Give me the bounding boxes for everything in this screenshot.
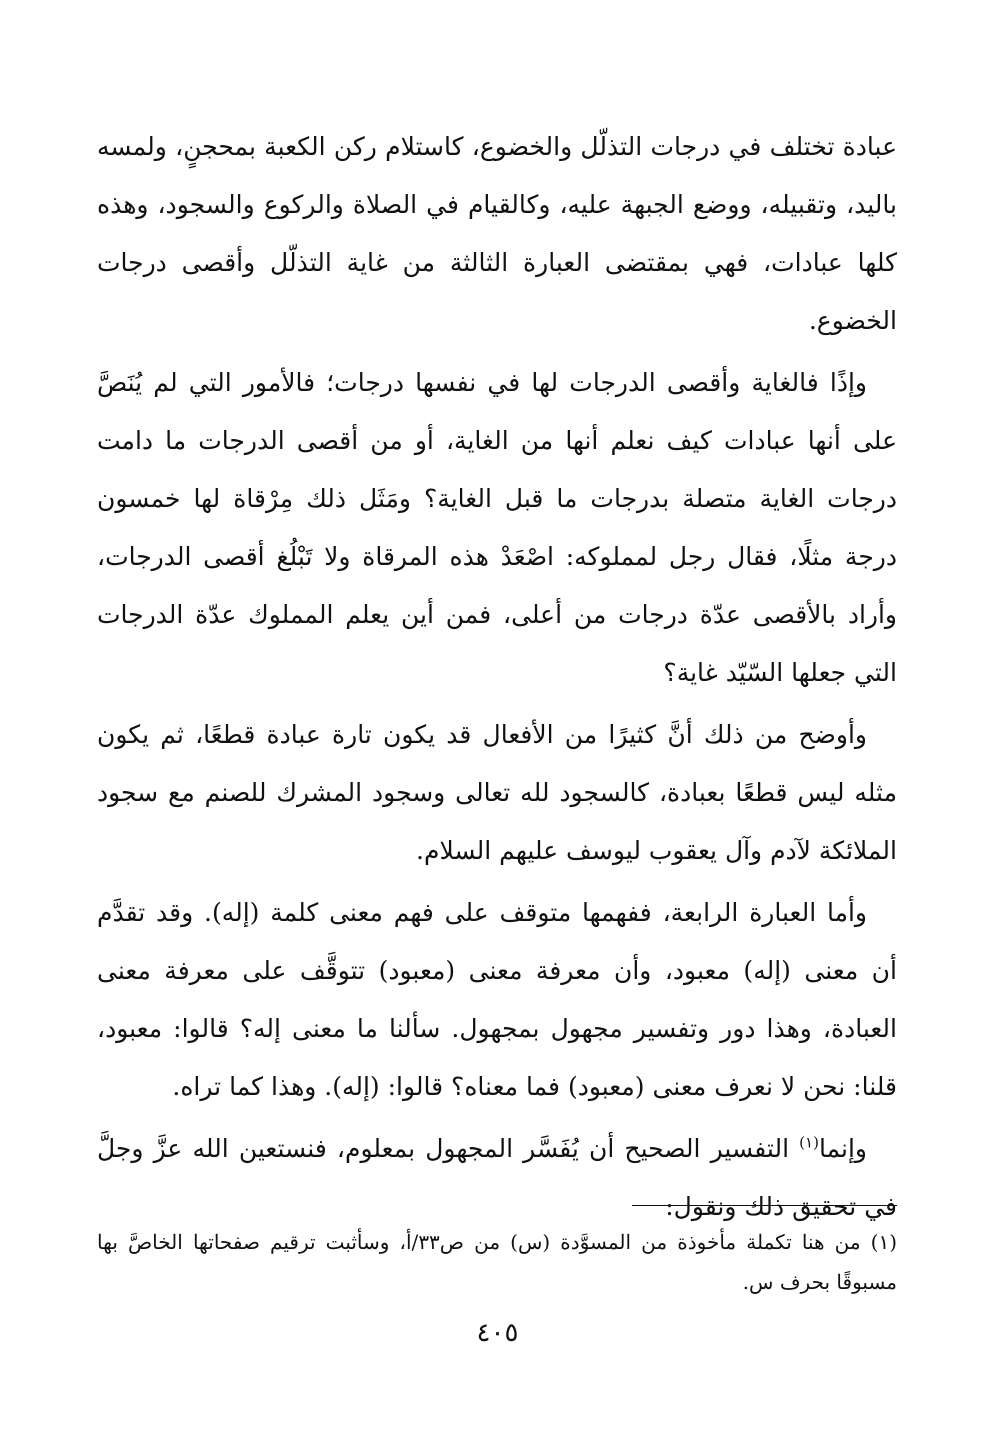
paragraph-2: وإذًا فالغاية وأقصى الدرجات لها في نفسها درجات؛ فالأمور التي لم يُنَصَّ على أنها عبادات كيف نعلم أنها من الغاية، أو من أقصى الدرجات ما دامت درجات الغاية متصلة بدرجات ما قبل الغاية؟ ومَثَل ذلك مِرْقاة لها خمسون درجة مثلًا، فقال رجل لمملوكه: اصْعَدْ هذه المرقاة ولا تَبْلُغ أقصى الدرجات، وأراد بالأقصى عدّة درجات من أعلى، فمن أين يعلم المملوك عدّة الدرجات التي جعلها السّيّد غاية؟	[97, 368, 897, 687]
main-text	[97, 118, 897, 1240]
paragraph-4: وأما العبارة الرابعة، ففهمها متوقف على فهم معنى كلمة (إله). وقد تقدَّم أن معنى (إله) معبود، وأن معرفة معنى (معبود) تتوقَّف على معرفة معنى العبادة، وهذا دور وتفسير مجهول بمجهول. سألنا ما معنى إله؟ قالوا: معبود، قلنا: نحن لا نعرف معنى (معبود) فما معناه؟ قالوا: (إله). وهذا كما تراه.	[97, 898, 897, 1101]
footnotes	[97, 1222, 897, 1302]
footnote-text: من هنا تكملة مأخوذة من المسوَّدة (س) من ص٣٣/أ، وسأثبت ترقيم صفحاتها الخاصَّ بها مسبوقًا بحرف س.	[97, 1230, 897, 1294]
paragraph-5-rest: التفسير الصحيح أن يُفَسَّر المجهول بمعلوم، فنستعين الله عزَّ وجلَّ في تحقيق ذلك ونقول:	[97, 1134, 897, 1221]
paragraph-5	[97, 1120, 897, 1236]
footnote-1	[97, 1222, 897, 1302]
paragraph-5-lead: وإنما	[818, 1134, 867, 1163]
page-number: ٤٠٥	[476, 1318, 519, 1348]
footnote-divider	[632, 1205, 897, 1206]
footnote-number: (١)	[870, 1230, 897, 1254]
footnote-reference[interactable]: (١)	[799, 1133, 819, 1152]
paragraph-1: عبادة تختلف في درجات التذلّل والخضوع، كاستلام ركن الكعبة بمحجنٍ، ولمسه باليد، وتقبيله، ووضع الجبهة عليه، وكالقيام في الصلاة والركوع والسجود، وهذه كلها عبادات، فهي بمقتضى العبارة الثالثة من غاية التذلّل وأقصى درجات الخضوع.	[97, 132, 897, 335]
paragraph-3: وأوضح من ذلك أنَّ كثيرًا من الأفعال قد يكون تارة عبادة قطعًا، ثم يكون مثله ليس قطعًا بعبادة، كالسجود لله تعالى وسجود المشرك للصنم مع سجود الملائكة لآدم وآل يعقوب ليوسف عليهم السلام.	[97, 720, 897, 865]
